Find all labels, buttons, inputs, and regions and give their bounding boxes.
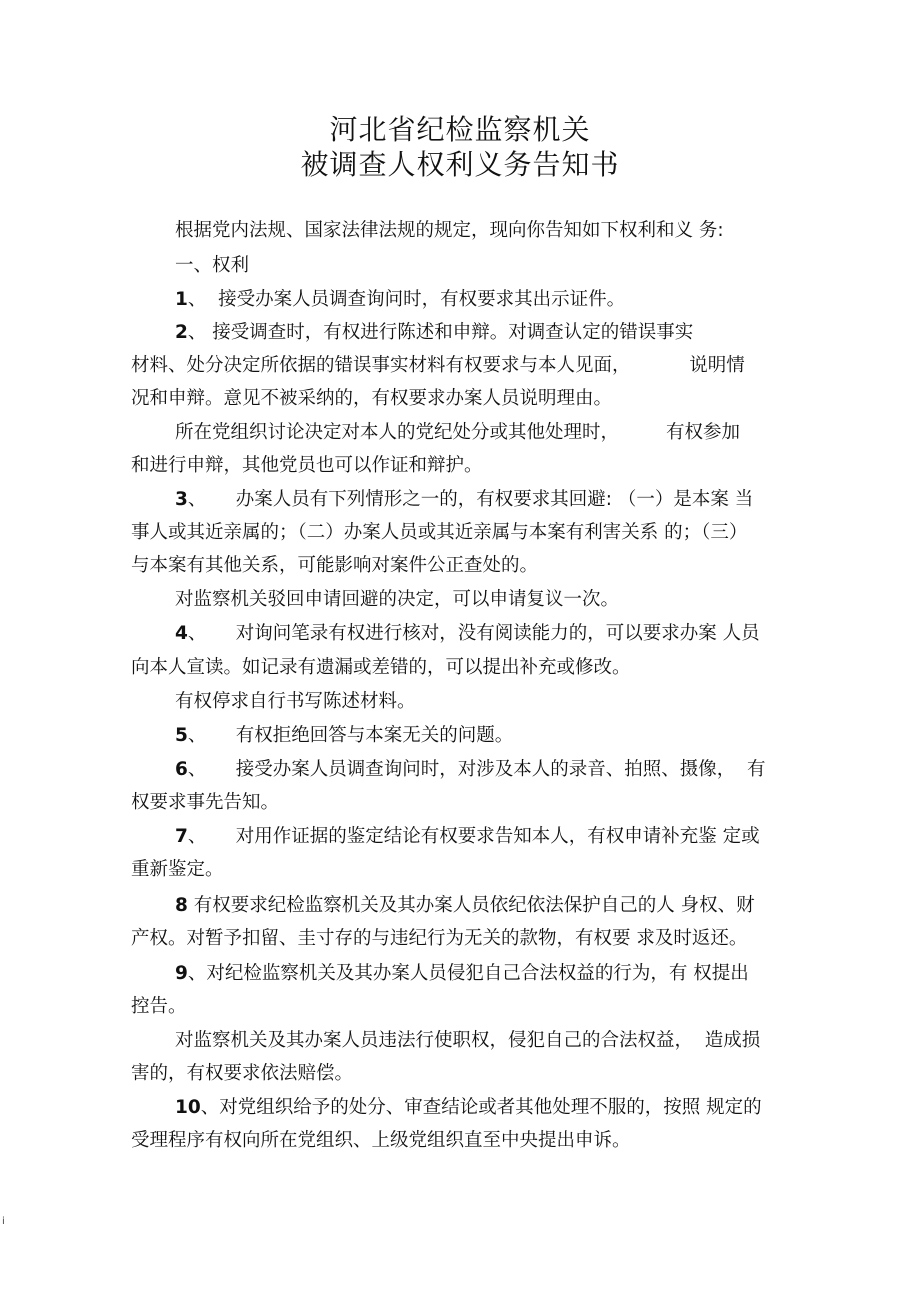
item-2-line2: 材料、处分决定所依据的错误事实材料有权要求与本人见面， 说明情 (131, 355, 745, 376)
item-text: 、 接受调查时，有权进行陈述和申辩。对调查认定的错误事实 (187, 322, 694, 343)
item-6-line2: 权要求事先告知。 (131, 792, 280, 813)
item-10-line2: 受理程序有权向所在党组织、上级党组织直至中央提出申诉。 (131, 1130, 631, 1151)
item-text: 、对党组织给予的处分、审查结论或者其他处理不服的，按照 规定的 (200, 1097, 762, 1118)
item-text: 、 对用作证据的鉴定结论有权要求告知本人，有权申请补充鉴 定或 (187, 826, 760, 847)
item-number: 9 (175, 963, 188, 984)
item-2-line5: 和进行申辩，其他党员也可以作证和辩护。 (131, 455, 483, 476)
item-number: 1 (175, 289, 188, 310)
item-2-line3: 况和申辩。意见不被采纳的，有权要求办案人员说明理由。 (131, 388, 613, 409)
section-heading: 一、权利 (175, 255, 250, 276)
item-10-line1 (175, 1095, 762, 1121)
item-text: 、 接受办案人员调查询问时，有权要求其出示证件。 (187, 289, 626, 310)
page-marker: i (2, 1216, 5, 1227)
item-9-line1 (175, 961, 749, 987)
item-7-line2: 重新鉴定。 (131, 859, 224, 880)
item-9-line2: 控告。 (131, 996, 187, 1017)
item-text: 、 对询问笔录有权进行核对，没有阅读能力的，可以要求办案 人员 (187, 623, 760, 644)
item-number: 10 (175, 1097, 201, 1118)
item-number: 2 (175, 322, 188, 343)
item-6-line1 (175, 757, 766, 783)
item-number: 8 (175, 895, 188, 916)
item-9-line3: 对监察机关及其办案人员违法行使职权，侵犯自己的合法权益， 造成损 (175, 1030, 761, 1051)
document-title-line2: 被调查人权利义务告知书 (300, 148, 620, 181)
item-text: 、对纪检监察机关及其办案人员侵犯自己合法权益的行为，有 权提出 (187, 963, 749, 984)
item-2-line1 (175, 320, 693, 346)
item-8-line2: 产权。对暂予扣留、圭寸存的与违纪行为无关的款物，有权要 求及时返还。 (131, 928, 748, 949)
document-title-line1: 河北省纪检监察机关 (329, 113, 591, 146)
item-3-line3: 与本案有其他关系，可能影响对案件公正查处的。 (131, 555, 539, 576)
item-number: 7 (175, 826, 188, 847)
item-8-line1 (175, 893, 755, 919)
item-9-line4: 害的，有权要求依法赔偿。 (131, 1063, 354, 1084)
item-4-line2: 向本人宣读。如记录有遗漏或差错的，可以提出补充或修改。 (131, 657, 631, 678)
item-number: 3 (175, 489, 188, 510)
item-3-line2: 事人或其近亲属的；（二）办案人员或其近亲属与本案有利害关系 的；（三） (131, 522, 748, 543)
item-1 (175, 287, 625, 313)
item-text: 有权要求纪检监察机关及其办案人员依纪依法保护自己的人 身权、财 (187, 895, 755, 916)
item-number: 5 (175, 725, 188, 746)
item-2-line4: 所在党组织讨论决定对本人的党纪处分或其他处理时， 有权参加 (175, 422, 741, 443)
item-text: 、 接受办案人员调查询问时，对涉及本人的录音、拍照、摄像， 有 (187, 759, 766, 780)
item-text: 、 办案人员有下列情形之一的，有权要求其回避: （一）是本案 当 (187, 489, 754, 510)
item-4-line1 (175, 621, 760, 647)
intro-paragraph: 根据党内法规、国家法律法规的规定，现向你告知如下权利和义 务: (175, 220, 724, 241)
item-number: 6 (175, 759, 188, 780)
item-text: 、 有权拒绝回答与本案无关的问题。 (187, 725, 514, 746)
item-3-line4: 对监察机关驳回申请回避的决定，可以申请复议一次。 (175, 589, 620, 610)
item-number: 4 (175, 623, 188, 644)
item-4-line3: 有权停求自行书写陈述材料。 (175, 691, 416, 712)
item-7-line1 (175, 824, 760, 850)
item-5 (175, 723, 513, 749)
item-3-line1 (175, 487, 753, 513)
